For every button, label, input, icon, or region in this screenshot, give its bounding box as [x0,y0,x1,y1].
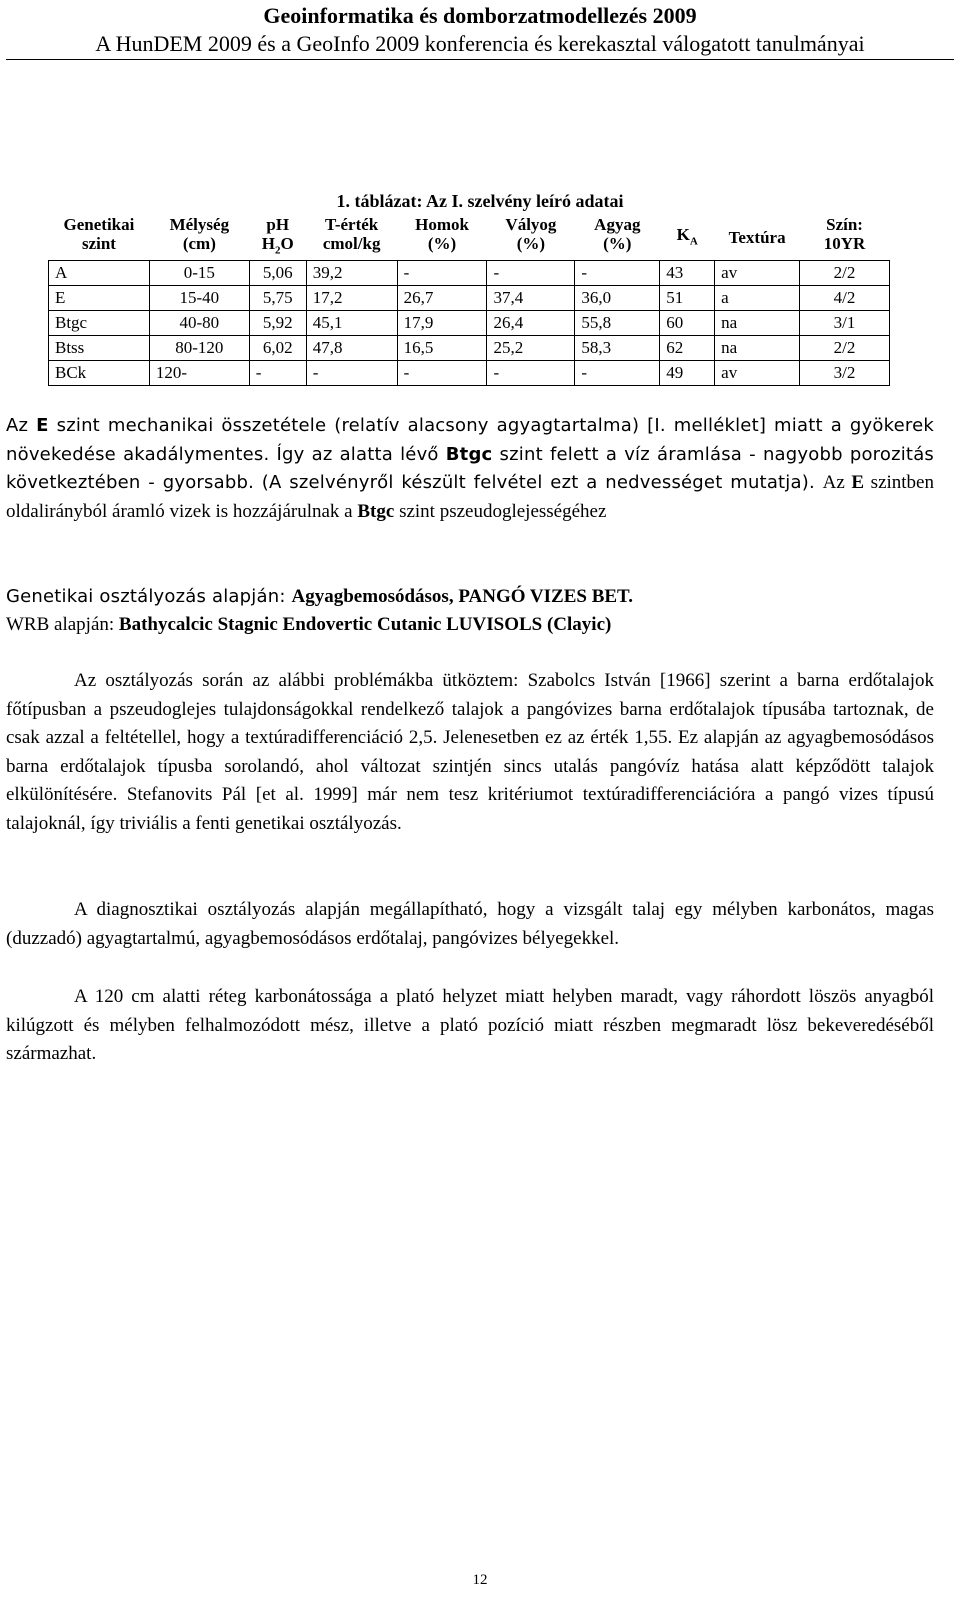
header-ph [249,213,306,261]
table-cell: 15-40 [149,286,249,311]
table-cell: - [397,361,487,386]
table-cell: 47,8 [306,336,397,361]
classification-label: WRB alapján: [6,614,119,635]
table-cell: - [249,361,306,386]
classification-label: Genetikai osztályozás alapján: [6,586,292,607]
table-cell: 2/2 [800,261,890,286]
header-line: O [280,234,294,253]
bold-run: E [851,472,865,493]
header-line: (%) [603,234,632,253]
table-cell: 62 [660,336,715,361]
table-cell: 26,7 [397,286,487,311]
header-line: Genetikai [63,215,135,234]
header-line: pH [266,215,290,234]
table-cell: - [487,261,575,286]
table-cell: - [397,261,487,286]
header-line: cmol/kg [322,234,381,253]
table-cell: 51 [660,286,715,311]
classification-value: Bathycalcic Stagnic Endovertic Cutanic LUVISOLS (Clayic) [118,614,612,635]
table-cell: 55,8 [575,311,660,336]
table-cell: 36,0 [575,286,660,311]
table-caption: 1. táblázat: Az I. szelvény leíró adatai [336,191,624,211]
table-cell: 120- [149,361,249,386]
paragraph-e-horizon [6,412,934,526]
table-row [49,286,890,311]
text-run: szint mechanikai összetétele (relatív alacsony agyagtartalma) [I. melléklet] miatt a gyökerek növekedése akadálymentes. [6,415,934,465]
header-line: (cm) [182,234,216,253]
table-cell: 17,2 [306,286,397,311]
soil-profile-table [48,213,890,386]
table-cell: 16,5 [397,336,487,361]
text-run: Az [822,472,852,493]
table-cell: 0-15 [149,261,249,286]
header-valyog [487,213,575,261]
header-textura [715,213,800,261]
table-header [49,213,890,261]
table-cell: 37,4 [487,286,575,311]
table-cell: av [715,261,800,286]
table-cell: 25,2 [487,336,575,361]
table-cell: - [306,361,397,386]
table-cell: 45,1 [306,311,397,336]
text-run: Így az alatta lévő [276,443,446,465]
table-cell: 60 [660,311,715,336]
table-row [49,311,890,336]
header-ka [660,213,715,261]
table-cell: Btss [49,336,150,361]
table-cell: 3/1 [800,311,890,336]
header-row [49,213,890,261]
paragraph-diagnostic: A diagnosztikai osztályozás alapján megállapítható, hogy a vizsgált talaj egy mélyben karbonátos, magas (duzzadó) agyagtartalmú, agyagbemosódásos erdőtalaj, pangóvizes bélyegekkel. [6,899,934,949]
header-title: Geoinformatika és domborzatmodellezés 2009 [263,3,697,28]
table-cell: - [575,361,660,386]
table-cell: 26,4 [487,311,575,336]
header-line: Vályog [505,215,557,234]
table-cell: 39,2 [306,261,397,286]
table-row [49,361,890,386]
table-cell: Btgc [49,311,150,336]
header-line: (%) [427,234,457,253]
page-number: 12 [472,1572,488,1588]
header-agyag [575,213,660,261]
header-line: Homok [415,215,469,234]
header-line: Szín: [826,215,863,234]
header-subtitle: A HunDEM 2009 és a GeoInfo 2009 konferencia és kerekasztal válogatott tanulmányai [95,31,865,56]
header-szin [800,213,890,261]
table-cell: BCk [49,361,150,386]
table-cell: A [49,261,150,286]
header-line: Agyag [594,215,641,234]
header-line: Textúra [728,228,786,248]
text-run: szint pszeudoglejességéhez [394,500,607,522]
table-cell: 6,02 [249,336,306,361]
header-line: T-érték [325,215,379,234]
header-line: K [676,224,690,244]
table-body [49,261,890,386]
header-melyseg [149,213,249,261]
header-divider [6,59,954,60]
header-homok [397,213,487,261]
paragraph-classification-problems: Az osztályozás során az alábbi problémákba ütköztem: Szabolcs István [1966] szerint a barna erdőtalajok főtípusban a pszeudoglejes tulajdonságokkal rendelkező talajok a pangóvizes barna erdőtalajok típusába tartoznak, de csak azzal a feltétellel, hogy a textúradifferenciáció 2,5. Jelenesetben ez az érték 1,55. Ez alapján az agyagbemosódásos barna erdőtalajok típusba sorolandó, ahol változat szintjén sincs utalás pangóvíz hatása alatt képződött talajok elkülönítésére. Stefanovits Pál [et al. 1999] már nem tesz kritériumot textúradifferenciációra a pangó vizes típusú talajoknál, így triviális a fenti genetikai osztályozás. [6,670,934,834]
header-line: szint [81,234,116,253]
table-cell: 2/2 [800,336,890,361]
table-cell: 40-80 [149,311,249,336]
header-subscript: 2 [274,244,281,257]
table-cell: E [49,286,150,311]
table-cell: 58,3 [575,336,660,361]
table-cell: 5,75 [249,286,306,311]
page-header [0,0,960,58]
text-run: szintben oldalirányból áramló vizek is hozzájárulnak a [6,472,934,522]
table-cell: 5,06 [249,261,306,286]
table-cell: 4/2 [800,286,890,311]
table-cell: 5,92 [249,311,306,336]
header-line: 10YR [823,234,866,253]
header-line: H [261,234,275,253]
header-line: (%) [516,234,546,253]
table-cell: 3/2 [800,361,890,386]
table-cell: 49 [660,361,715,386]
header-line: Mélység [169,215,230,234]
table-cell: a [715,286,800,311]
table-cell: na [715,336,800,361]
table-row [49,336,890,361]
table-row [49,261,890,286]
table-cell: 43 [660,261,715,286]
genetic-classification [6,583,934,612]
table-cell: av [715,361,800,386]
table-cell: 80-120 [149,336,249,361]
header-subscript: A [689,234,698,247]
table-cell: na [715,311,800,336]
text-run: szint felett a víz áramlása - nagyobb porozitás következtében - gyorsabb. (A szelvényről készült felvétel ezt a nedvességet mutatja). [6,443,935,493]
table-cell: 17,9 [397,311,487,336]
wrb-classification [6,611,934,640]
bold-run: Btgc [357,500,395,522]
header-genetikai-szint [49,213,150,261]
table-cell: - [575,261,660,286]
text-run: Az [6,415,37,436]
paragraph-carbonate: A 120 cm alatti réteg karbonátossága a plató helyzet miatt helyben maradt, vagy ráhordott löszös anyagból kilúgzott és mélyben felhalmozódott mész, illetve a plató pozíció miatt részben megmaradt lösz bekeveredéséből származhat. [6,986,934,1064]
bold-run: Btgc [445,443,493,465]
table-cell: - [487,361,575,386]
bold-run: E [36,415,49,436]
header-t-ertek [306,213,397,261]
classification-value: Agyagbemosódásos, PANGÓ VIZES BET. [291,586,634,607]
